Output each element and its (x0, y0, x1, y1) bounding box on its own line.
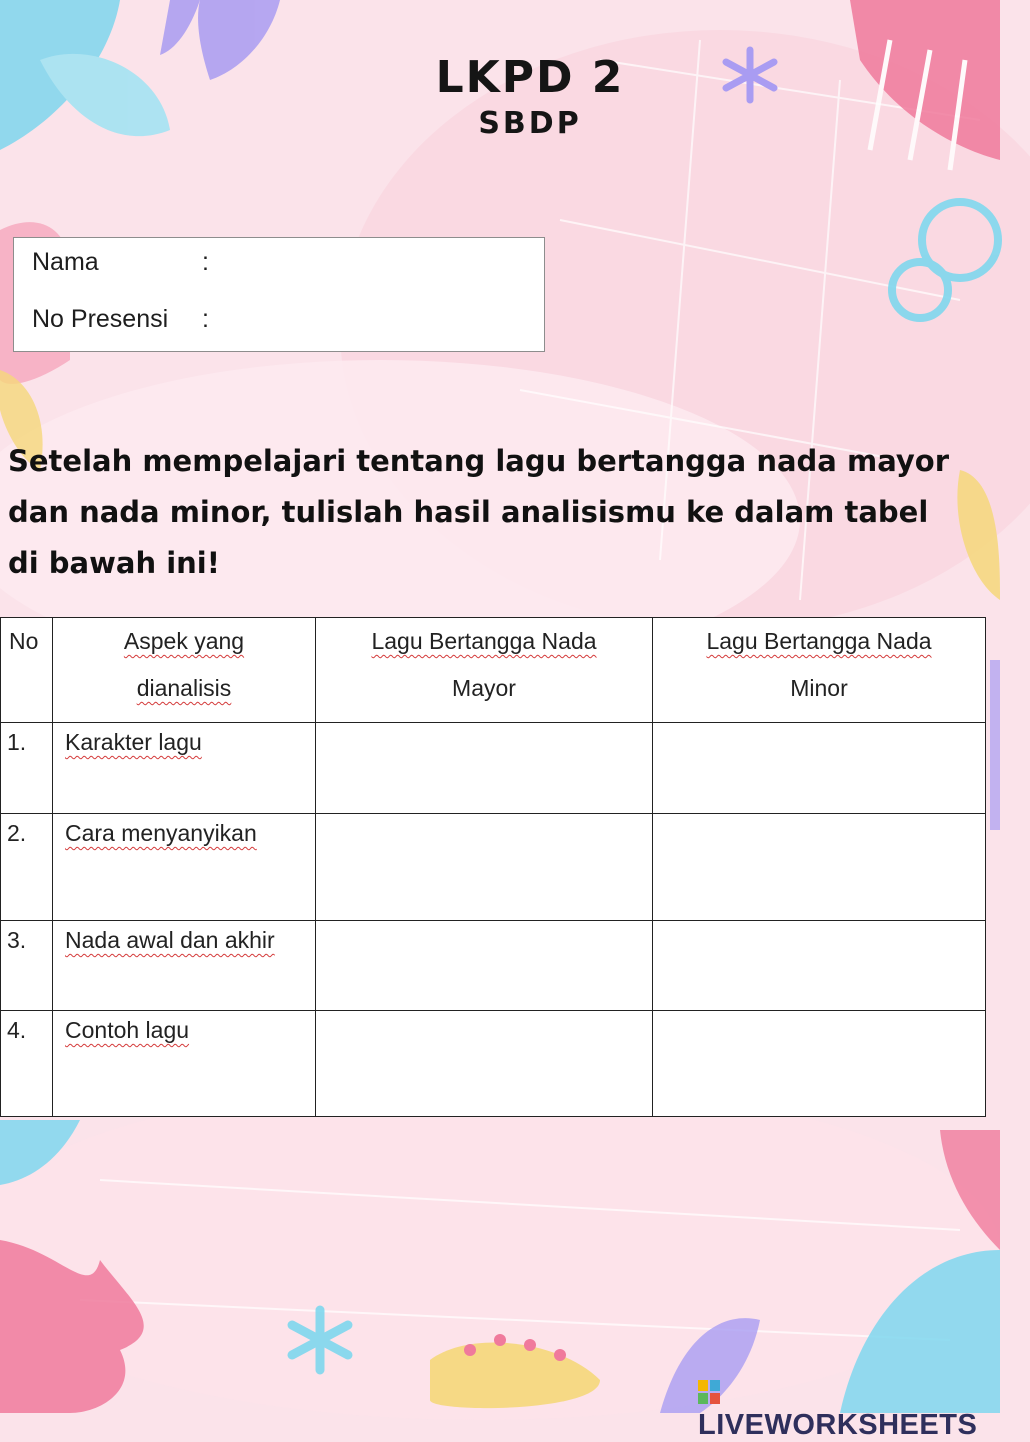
liveworksheets-brand-text: LIVEWORKSHEETS (698, 1409, 978, 1441)
row-number: 3. (1, 921, 53, 1011)
attendance-number-label: No Presensi (32, 305, 169, 333)
name-colon: : (202, 248, 209, 276)
name-row[interactable] (32, 248, 209, 277)
liveworksheets-logo-icon (698, 1380, 720, 1404)
aspect-cell: Karakter lagu (53, 723, 316, 814)
row-number: 4. (1, 1011, 53, 1117)
analysis-table (0, 617, 986, 1117)
major-answer-cell[interactable] (316, 1011, 653, 1117)
aspect-cell: Contoh lagu (53, 1011, 316, 1117)
minor-answer-cell[interactable] (653, 814, 986, 921)
aspect-cell: Nada awal dan akhir (53, 921, 316, 1011)
column-header-aspect: Aspek yang dianalisis (53, 618, 316, 723)
major-answer-cell[interactable] (316, 723, 653, 814)
column-header-no: No (1, 618, 53, 723)
column-header-major: Lagu Bertangga Nada Mayor (316, 618, 653, 723)
table-row (1, 921, 986, 1011)
row-number: 1. (1, 723, 53, 814)
table-row (1, 723, 986, 814)
minor-answer-cell[interactable] (653, 1011, 986, 1117)
instruction-text: Setelah mempelajari tentang lagu bertangga nada mayor dan nada minor, tulislah hasil analisismu ke dalam tabel di bawah ini! (8, 444, 949, 580)
major-answer-cell[interactable] (316, 921, 653, 1011)
name-label: Nama (32, 248, 99, 276)
liveworksheets-logo[interactable] (698, 1376, 1000, 1442)
minor-answer-cell[interactable] (653, 921, 986, 1011)
row-number: 2. (1, 814, 53, 921)
table-row (1, 1011, 986, 1117)
table-header-row (1, 618, 986, 723)
minor-answer-cell[interactable] (653, 723, 986, 814)
attendance-number-colon: : (202, 305, 209, 333)
worksheet-title: LKPD 2 (435, 52, 625, 103)
column-header-minor: Lagu Bertangga Nada Minor (653, 618, 986, 723)
aspect-cell: Cara menyanyikan (53, 814, 316, 921)
attendance-number-row[interactable] (32, 305, 209, 334)
student-identity-box (13, 237, 545, 352)
worksheet-subject: SBDP (478, 106, 582, 141)
table-row (1, 814, 986, 921)
major-answer-cell[interactable] (316, 814, 653, 921)
